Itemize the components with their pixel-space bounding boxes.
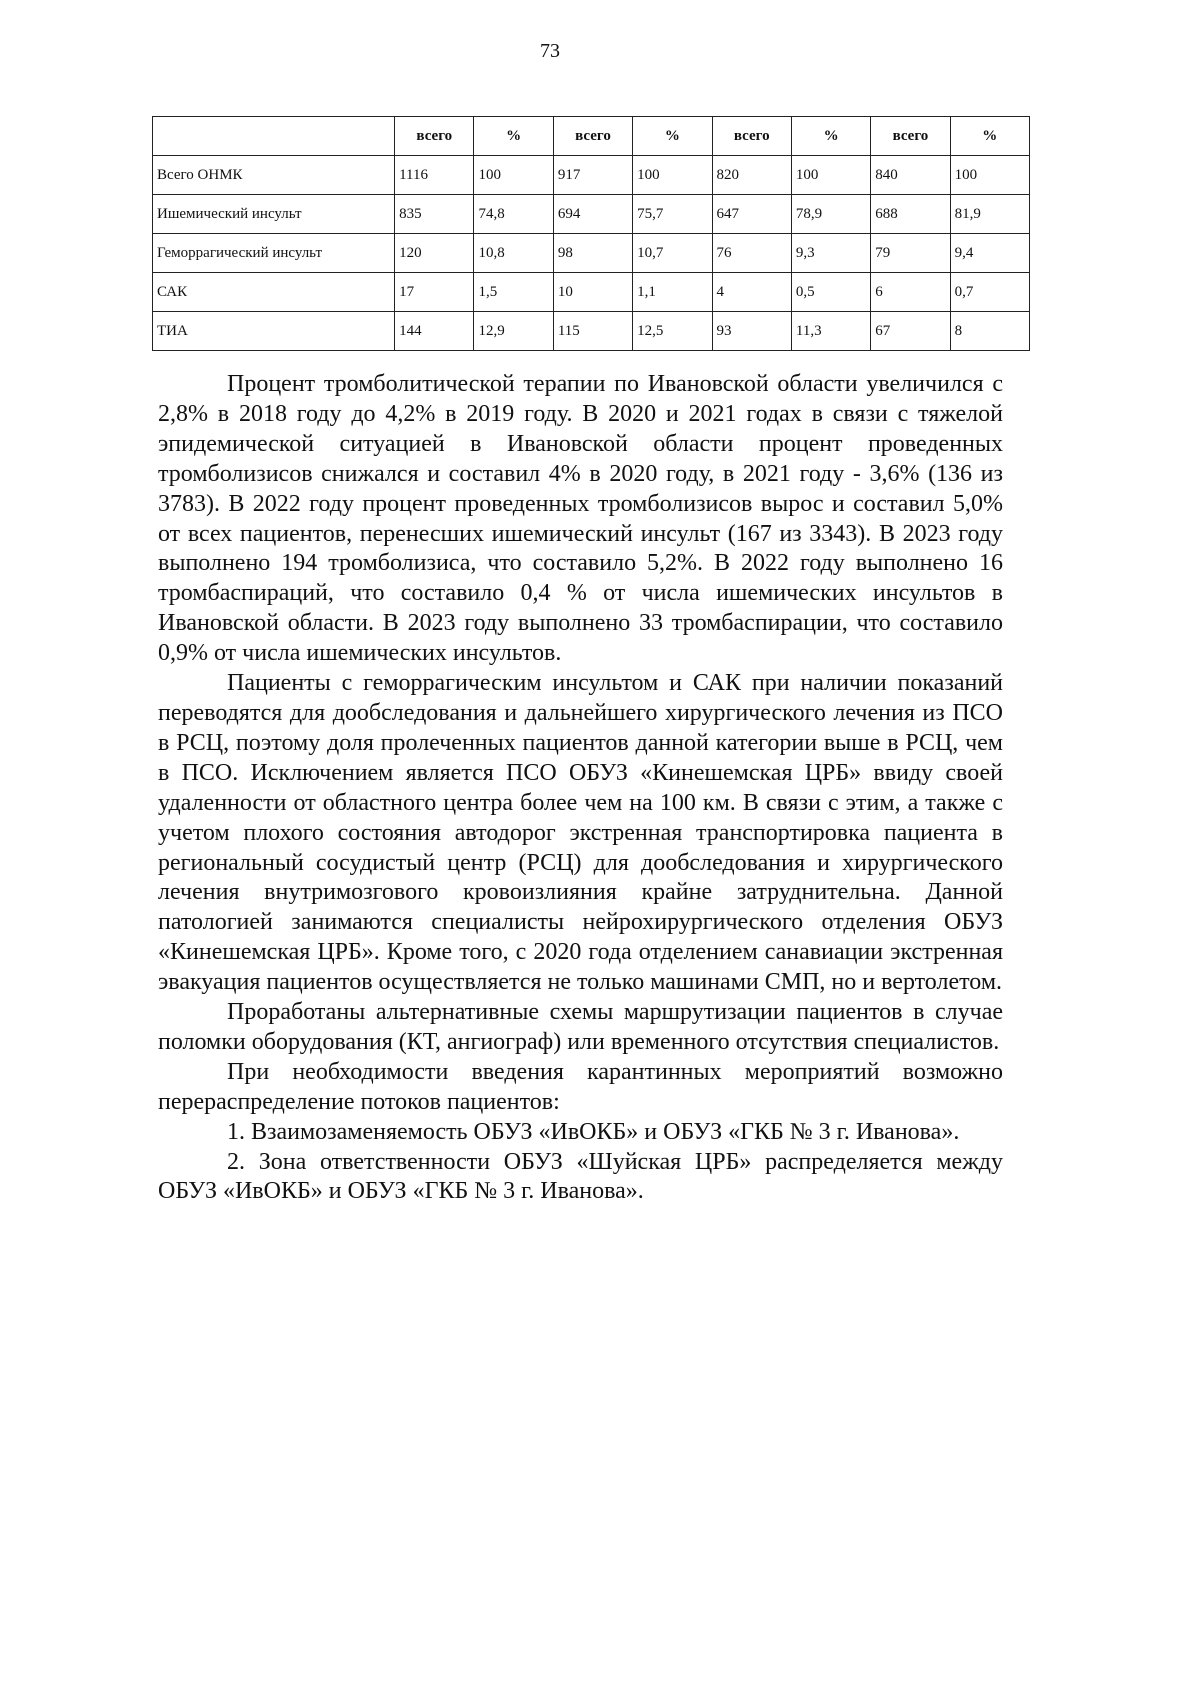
table-row (153, 273, 1030, 312)
table-header-cell: % (633, 117, 712, 156)
table-cell: 694 (553, 195, 632, 234)
table-cell: 1,5 (474, 273, 553, 312)
table-cell: 144 (395, 312, 474, 351)
table-cell: 8 (950, 312, 1029, 351)
table-header-cell: всего (871, 117, 950, 156)
table-cell: 6 (871, 273, 950, 312)
page-number: 73 (540, 40, 560, 62)
table-cell: 12,9 (474, 312, 553, 351)
table-cell: 75,7 (633, 195, 712, 234)
table-header-cell: % (791, 117, 870, 156)
table-header-cell: всего (712, 117, 791, 156)
row-label: Ишемический инсульт (153, 195, 395, 234)
list-item: 1. Взаимозаменяемость ОБУЗ «ИвОКБ» и ОБУЗ «ГКБ № 3 г. Иванова». (227, 1118, 960, 1145)
table-cell: 115 (553, 312, 632, 351)
table-cell: 10 (553, 273, 632, 312)
table-cell: 10,8 (474, 234, 553, 273)
table-header-cell: всего (553, 117, 632, 156)
table-cell: 840 (871, 156, 950, 195)
table-cell: 0,7 (950, 273, 1029, 312)
table-cell: 100 (791, 156, 870, 195)
table-cell: 67 (871, 312, 950, 351)
row-label: САК (153, 273, 395, 312)
row-label: ТИА (153, 312, 395, 351)
table-header-cell (153, 117, 395, 156)
table-cell: 11,3 (791, 312, 870, 351)
table-row (153, 234, 1030, 273)
table-cell: 74,8 (474, 195, 553, 234)
paragraph-thrombolysis: Процент тромболитической терапии по Ивановской области увеличился с 2,8% в 2018 году до 4,2% в 2019 году. В 2020 и 2021 годах в связи с тяжелой эпидемической ситуацией в Ивановской области процент проведенных тромболизисов снижался и составил 4% в 2020 году, в 2021 году - 3,6% (136 из 3783). В 2022 году процент проведенных тромболизисов вырос и составил 5,0% от всех пациентов, перенесших ишемический инсульт (167 из 3343). В 2023 году выполнено 194 тромболизиса, что составило 5,2%. В 2022 году выполнено 16 тромбаспираций, что составило 0,4 % от числа ишемических инсультов в Ивановской области. В 2023 году выполнено 33 тромбаспирации, что составило 0,9% от числа ишемических инсультов. (158, 371, 1003, 667)
table-header-row (153, 117, 1030, 156)
table-cell: 0,5 (791, 273, 870, 312)
table-cell: 688 (871, 195, 950, 234)
table-cell: 647 (712, 195, 791, 234)
table-cell: 1116 (395, 156, 474, 195)
table-cell: 100 (633, 156, 712, 195)
table-cell: 100 (474, 156, 553, 195)
table-row (153, 195, 1030, 234)
table-cell: 835 (395, 195, 474, 234)
row-label: Всего ОНМК (153, 156, 395, 195)
list-item: 2. Зона ответственности ОБУЗ «Шуйская ЦРБ» распределяется между ОБУЗ «ИвОКБ» и ОБУЗ «ГКБ № 3 г. Иванова». (158, 1148, 1003, 1205)
table-header-cell: % (950, 117, 1029, 156)
table-header-cell: всего (395, 117, 474, 156)
paragraph-quarantine: При необходимости введения карантинных мероприятий возможно перераспределение потоков пациентов: (158, 1058, 1003, 1115)
table-cell: 98 (553, 234, 632, 273)
body-text (158, 370, 1003, 1207)
table-cell: 1,1 (633, 273, 712, 312)
paragraph-hemorrhagic-stroke: Пациенты с геморрагическим инсультом и САК при наличии показаний переводятся для дообследования и дальнейшего хирургического лечения из ПСО в РСЦ, поэтому доля пролеченных пациентов данной категории выше в РСЦ, чем в ПСО. Исключением является ПСО ОБУЗ «Кинешемская ЦРБ» ввиду своей удаленности от областного центра более чем на 100 км. В связи с этим, а также с учетом плохого состояния автодорог экстренная транспортировка пациента в региональный сосудистый центр (РСЦ) для дообследования и хирургического лечения внутримозгового кровоизлияния крайне затруднительна. Данной патологией занимаются специалисты нейрохирургического отделения ОБУЗ «Кинешемская ЦРБ». Кроме того, с 2020 года отделением санавиации экстренная эвакуация пациентов осуществляется не только машинами СМП, но и вертолетом. (158, 670, 1003, 996)
table-cell: 93 (712, 312, 791, 351)
table-cell: 4 (712, 273, 791, 312)
table-cell: 9,3 (791, 234, 870, 273)
table-row (153, 312, 1030, 351)
row-label: Геморрагический инсульт (153, 234, 395, 273)
table-cell: 76 (712, 234, 791, 273)
paragraph-alternative-routing: Проработаны альтернативные схемы маршрутизации пациентов в случае поломки оборудования (КТ, ангиограф) или временного отсутствия специалистов. (158, 999, 1003, 1055)
table-cell: 9,4 (950, 234, 1029, 273)
table-cell: 79 (871, 234, 950, 273)
table-cell: 81,9 (950, 195, 1029, 234)
stroke-statistics-table (152, 116, 1030, 351)
table-cell: 78,9 (791, 195, 870, 234)
table-header-cell: % (474, 117, 553, 156)
table-cell: 917 (553, 156, 632, 195)
table-row (153, 156, 1030, 195)
table-cell: 12,5 (633, 312, 712, 351)
table-cell: 100 (950, 156, 1029, 195)
table-cell: 10,7 (633, 234, 712, 273)
table-cell: 820 (712, 156, 791, 195)
table-cell: 17 (395, 273, 474, 312)
table-cell: 120 (395, 234, 474, 273)
